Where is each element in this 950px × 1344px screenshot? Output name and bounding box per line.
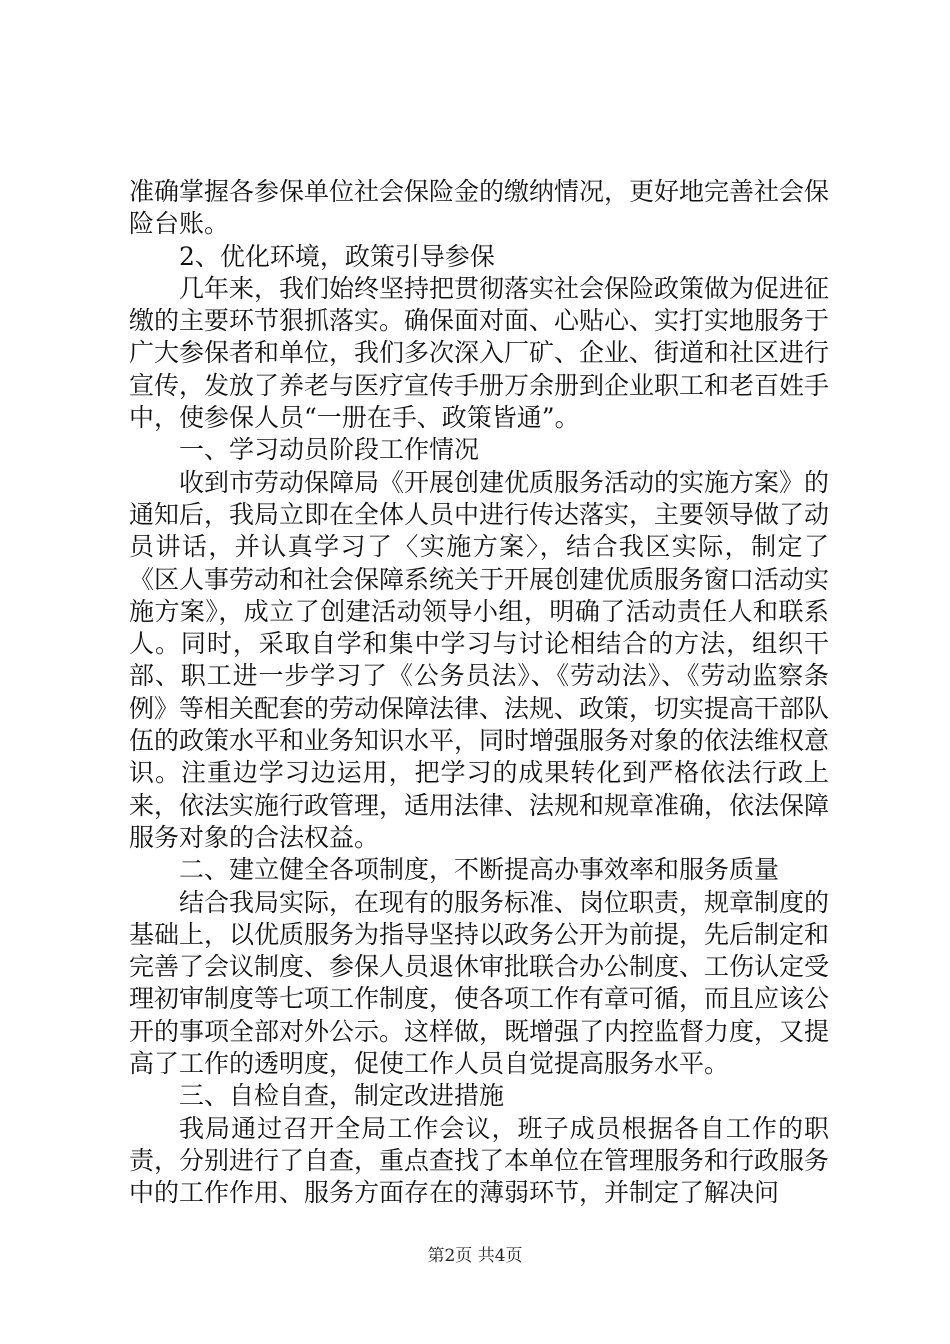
- section-heading-1: 一、学习动员阶段工作情况: [179, 435, 480, 465]
- paragraph-5: 收到市劳动保障局《开展创建优质服务活动的实施方案》的通知后，我局立即在全体人员中进行传达落实，主要领导做了动员讲话，并认真学习了〈实施方案〉，结合我区实际，制定了《区人事劳动和社会保障系统关于开展创建优质服务窗口活动实施方案》，成立了创建活动领导小组，明确了活动责任人和联系人。同时，采取自学和集中学习与讨论相结合的方法，组织干部、职工进一步学习了《公务员法》、《劳动法》、《劳动监察条例》等相关配套的劳动保障法律、法规、政策，切实提高干部队伍的政策水平和业务知识水平，同时增强服务对象的依法维权意识。注重边学习边运用，把学习的成果转化到严格依法行政上来，依法实施行政管理，适用法律、法规和规章准确，依法保障服务对象的合法权益。: [129, 467, 830, 852]
- paragraph-7: 结合我局实际，在现有的服务标准、岗位职责，规章制度的基础上，以优质服务为指导坚持以政务公开为前提，先后制定和完善了会议制度、参保人员退休审批联合办公制度、工伤认定受理初审制度等七项工作制度，使各项工作有章可循，而且应该公开的事项全部对外公示。这样做，既增强了内控监督力度，又提高了工作的透明度，促使工作人员自觉提高服务水平。: [129, 887, 830, 1079]
- section-heading-2: 二、建立健全各项制度，不断提高办事效率和服务质量: [179, 855, 780, 885]
- section-heading-3: 三、自检自查，制定改进措施: [179, 1081, 505, 1111]
- paragraph-2-heading: 2、优化环境，政策引导参保: [179, 241, 495, 271]
- paragraph-3: 几年来，我们始终坚持把贯彻落实社会保险政策做为促进征缴的主要环节狠抓落实。确保面对面、心贴心、实打实地服务于广大参保者和单位，我们多次深入厂矿、企业、街道和社区进行宣传，发放了养老与医疗宣传手册万余册到企业职工和老百姓手中，使参保人员“一册在手、政策皆通”。: [129, 273, 830, 433]
- paragraph-9: 我局通过召开全局工作会议，班子成员根据各自工作的职责，分别进行了自查，重点查找了本单位在管理服务和行政服务中的工作作用、服务方面存在的薄弱环节，并制定了解决问: [129, 1113, 830, 1208]
- document-body: [129, 176, 829, 1210]
- page-footer: 第2页 共4页: [427, 1246, 523, 1266]
- paragraph-1: 准确掌握各参保单位社会保险金的缴纳情况，更好地完善社会保险台账。: [129, 177, 830, 239]
